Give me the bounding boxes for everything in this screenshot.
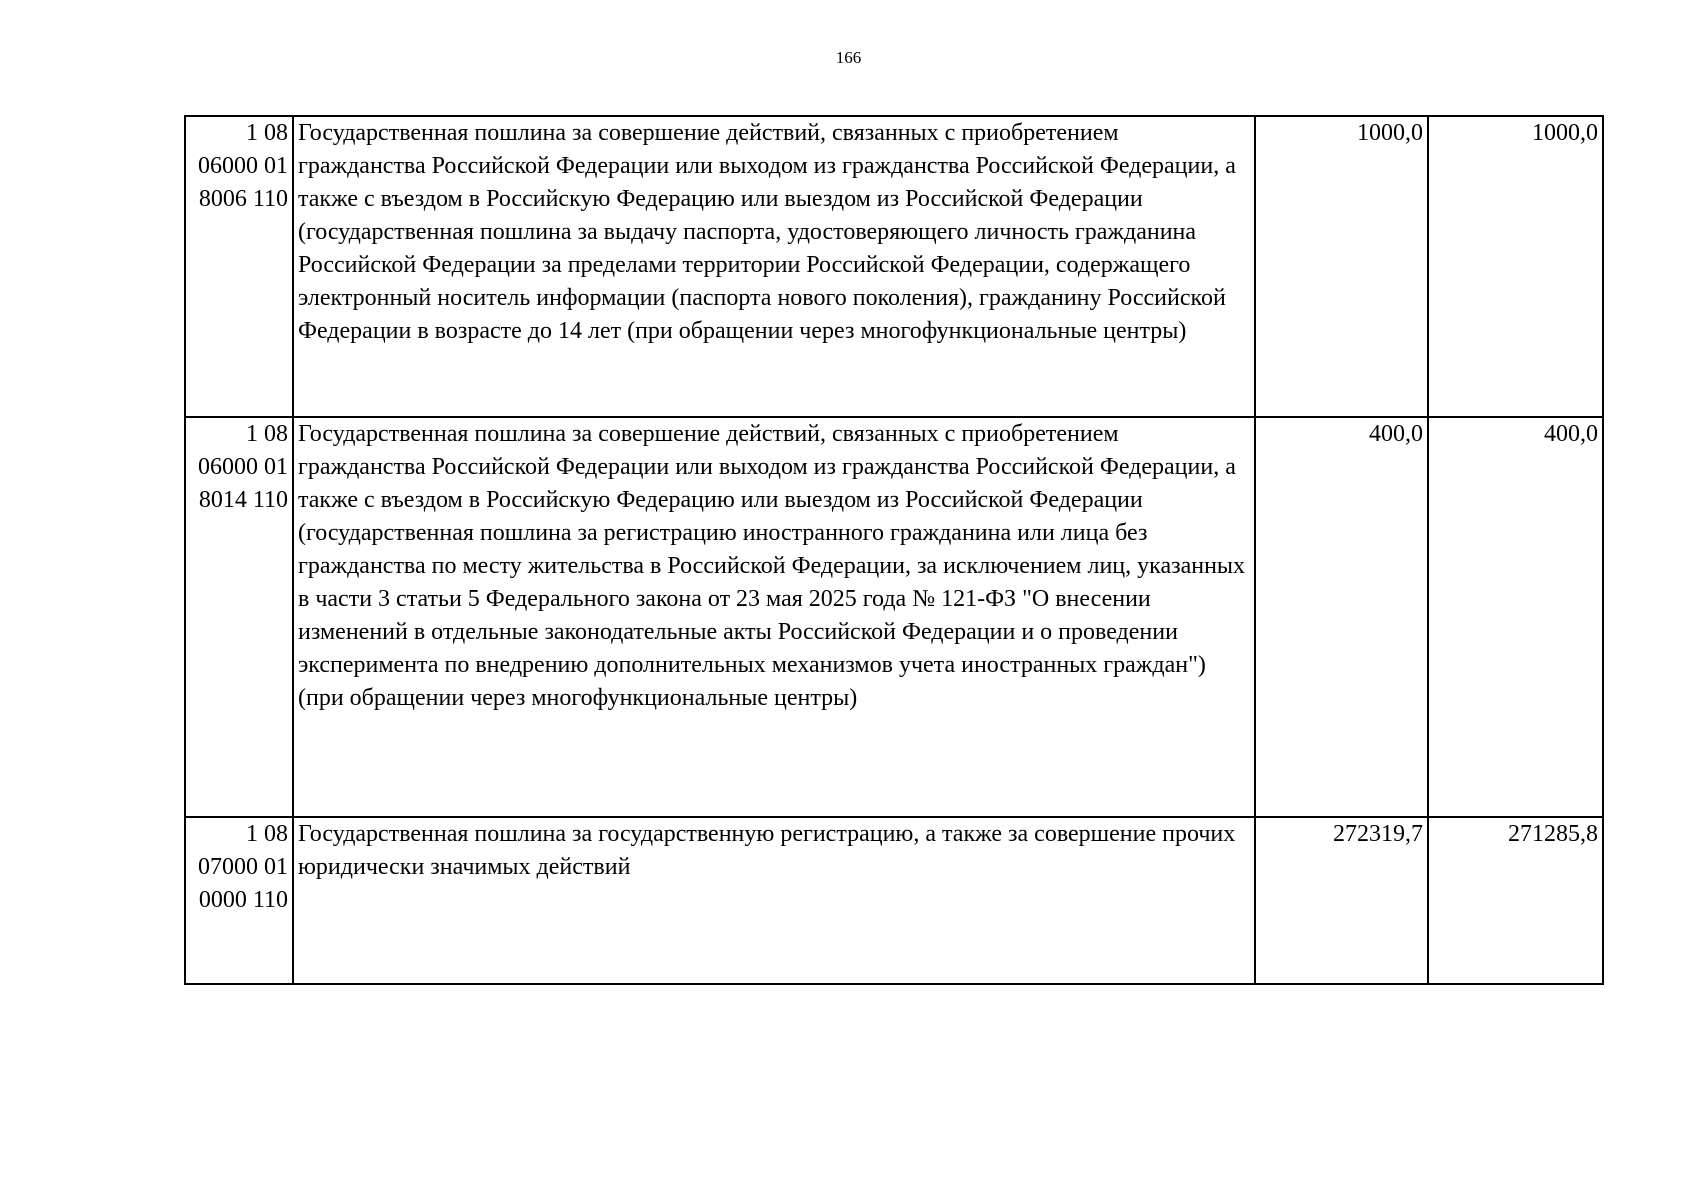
budget-code-line: 8014 110: [198, 487, 288, 513]
budget-revenue-table: [184, 115, 1604, 985]
table-row: [185, 417, 1603, 817]
budget-code-line: 06000 01: [198, 454, 288, 480]
budget-code-line: 1 08: [246, 821, 288, 847]
revenue-name-cell: Государственная пошлина за совершение действий, связанных с приобретением гражданства Российской Федерации или выходом из гражданства Российской Федерации, а также с въездом в Российскую Федерацию или выездом из Российской Федерации (государственная пошлина за регистрацию иностранного гражданина или лица без гражданства по месту жительства в Российской Федерации, за исключением лиц, указанных в части 3 статьи 5 Федерального закона от 23 мая 2025 года № 121-ФЗ "О внесении изменений в отдельные законодательные акты Российской Федерации и о проведении эксперимента по внедрению дополнительных механизмов учета иностранных граждан") (при обращении через многофункциональные центры): [293, 417, 1255, 817]
budget-code-line: 07000 01: [198, 854, 288, 880]
amount-cell-2: 1000,0: [1428, 116, 1603, 417]
amount-cell-1: 272319,7: [1255, 817, 1428, 984]
amount-cell-2: 400,0: [1428, 417, 1603, 817]
budget-code-line: 1 08: [246, 421, 288, 447]
budget-code-line: 0000 110: [198, 887, 288, 913]
amount-cell-1: 400,0: [1255, 417, 1428, 817]
budget-code-line: 06000 01: [198, 153, 288, 179]
table-row: [185, 817, 1603, 984]
revenue-name-cell: Государственная пошлина за государственную регистрацию, а также за совершение прочих юридически значимых действий: [293, 817, 1255, 984]
table-row: [185, 116, 1603, 417]
budget-code-line: 8006 110: [198, 186, 288, 212]
page-number: 166: [835, 48, 862, 67]
revenue-name-cell: Государственная пошлина за совершение действий, связанных с приобретением гражданства Российской Федерации или выходом из гражданства Российской Федерации, а также с въездом в Российскую Федерацию или выездом из Российской Федерации (государственная пошлина за выдачу паспорта, удостоверяющего личность гражданина Российской Федерации за пределами территории Российской Федерации, содержащего электронный носитель информации (паспорта нового поколения), гражданину Российской Федерации в возрасте до 14 лет (при обращении через многофункциональные центры): [293, 116, 1255, 417]
budget-code-cell: [185, 817, 293, 984]
amount-cell-2: 271285,8: [1428, 817, 1603, 984]
budget-code-cell: [185, 417, 293, 817]
budget-code-cell: [185, 116, 293, 417]
amount-cell-1: 1000,0: [1255, 116, 1428, 417]
budget-code-line: 1 08: [246, 120, 288, 146]
